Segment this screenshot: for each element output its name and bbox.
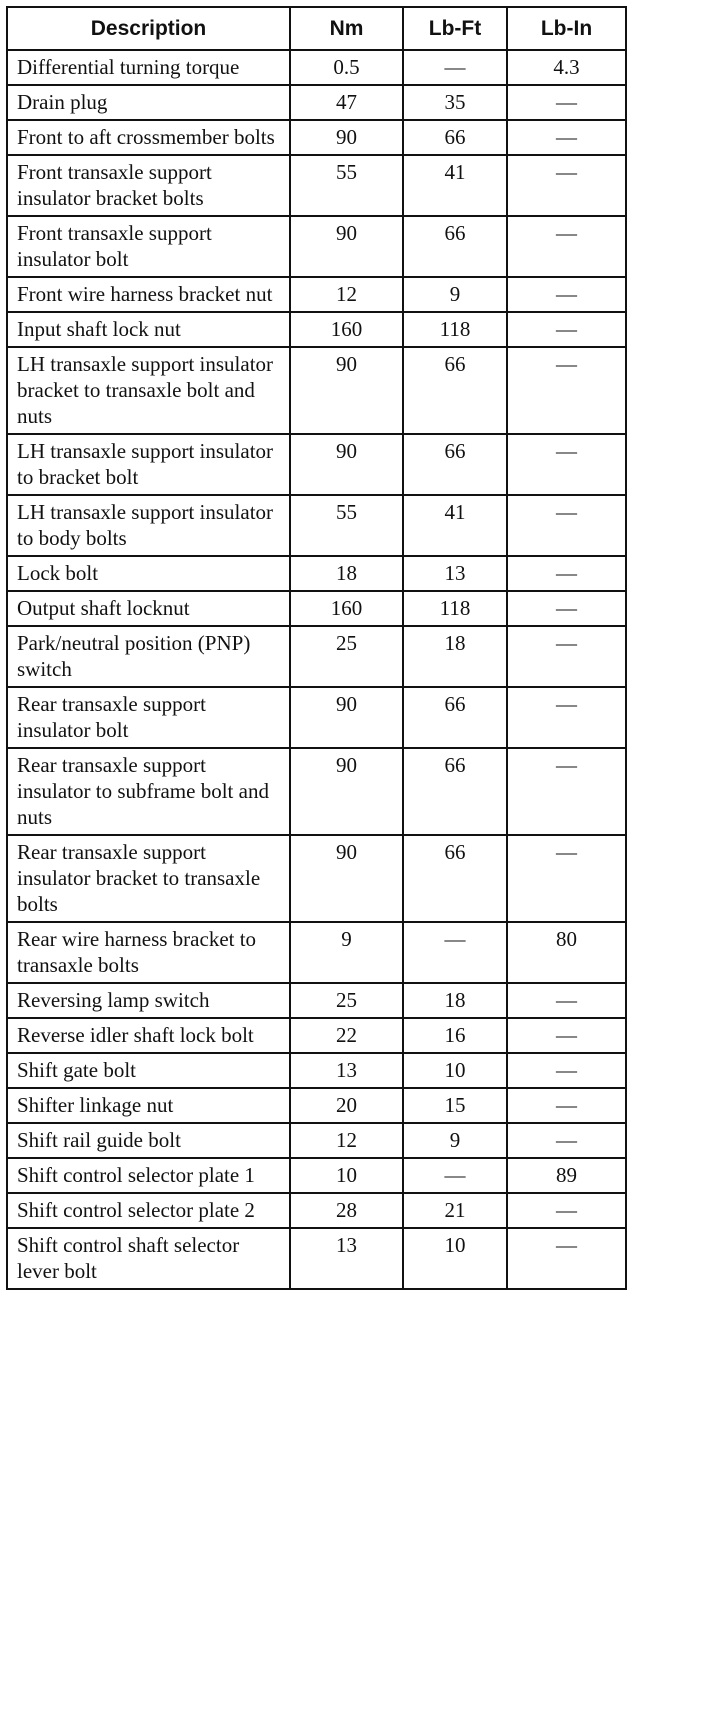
row-nm-value: 90	[290, 835, 403, 922]
row-lbft-value: 66	[403, 748, 507, 835]
row-description: Differential turning torque	[7, 50, 290, 85]
row-nm-value: 9	[290, 922, 403, 983]
row-description: Lock bolt	[7, 556, 290, 591]
table-row	[7, 216, 626, 277]
table-row	[7, 591, 626, 626]
row-nm-value: 13	[290, 1053, 403, 1088]
row-nm-value: 90	[290, 434, 403, 495]
row-lbin-value: —	[507, 626, 626, 687]
row-lbft-value: 9	[403, 1123, 507, 1158]
row-lbin-value: —	[507, 155, 626, 216]
row-lbin-value: —	[507, 591, 626, 626]
row-nm-value: 55	[290, 495, 403, 556]
row-description: Input shaft lock nut	[7, 312, 290, 347]
row-lbft-value: 66	[403, 347, 507, 434]
table-row	[7, 85, 626, 120]
table-row	[7, 1158, 626, 1193]
row-lbin-value: —	[507, 216, 626, 277]
table-row	[7, 556, 626, 591]
table-row	[7, 1228, 626, 1289]
row-description: LH transaxle support insulator to body bolts	[7, 495, 290, 556]
table-row	[7, 1123, 626, 1158]
row-description: Shifter linkage nut	[7, 1088, 290, 1123]
row-lbin-value: —	[507, 495, 626, 556]
row-lbft-value: 66	[403, 434, 507, 495]
row-lbin-value: —	[507, 1193, 626, 1228]
row-lbin-value: —	[507, 687, 626, 748]
table-row	[7, 277, 626, 312]
row-lbin-value: —	[507, 1018, 626, 1053]
row-description: Shift control selector plate 1	[7, 1158, 290, 1193]
row-nm-value: 47	[290, 85, 403, 120]
row-nm-value: 160	[290, 591, 403, 626]
row-description: Rear transaxle support insulator to subframe bolt and nuts	[7, 748, 290, 835]
row-lbft-value: 35	[403, 85, 507, 120]
table-row	[7, 312, 626, 347]
table-body	[7, 50, 626, 1289]
row-lbft-value: 41	[403, 495, 507, 556]
row-lbin-value: 89	[507, 1158, 626, 1193]
row-lbin-value: —	[507, 1053, 626, 1088]
row-lbft-value: 118	[403, 312, 507, 347]
table-row	[7, 1088, 626, 1123]
row-description: Output shaft locknut	[7, 591, 290, 626]
row-description: Drain plug	[7, 85, 290, 120]
row-lbft-value: 66	[403, 835, 507, 922]
row-lbin-value: —	[507, 277, 626, 312]
row-description: Shift control selector plate 2	[7, 1193, 290, 1228]
row-nm-value: 18	[290, 556, 403, 591]
row-description: Front transaxle support insulator bolt	[7, 216, 290, 277]
row-nm-value: 55	[290, 155, 403, 216]
table-row	[7, 626, 626, 687]
row-lbft-value: 9	[403, 277, 507, 312]
row-nm-value: 20	[290, 1088, 403, 1123]
row-description: Shift gate bolt	[7, 1053, 290, 1088]
header-nm: Nm	[290, 7, 403, 50]
header-lbin: Lb-In	[507, 7, 626, 50]
row-lbft-value: 13	[403, 556, 507, 591]
row-nm-value: 25	[290, 626, 403, 687]
row-description: Shift control shaft selector lever bolt	[7, 1228, 290, 1289]
row-lbft-value: 10	[403, 1053, 507, 1088]
row-description: Rear transaxle support insulator bolt	[7, 687, 290, 748]
row-lbin-value: —	[507, 983, 626, 1018]
row-lbin-value: —	[507, 347, 626, 434]
row-lbft-value: —	[403, 50, 507, 85]
row-description: Front to aft crossmember bolts	[7, 120, 290, 155]
row-description: Reverse idler shaft lock bolt	[7, 1018, 290, 1053]
row-lbft-value: —	[403, 1158, 507, 1193]
row-lbin-value: —	[507, 1228, 626, 1289]
row-description: Park/neutral position (PNP) switch	[7, 626, 290, 687]
row-lbin-value: 4.3	[507, 50, 626, 85]
table-row	[7, 495, 626, 556]
row-lbin-value: —	[507, 312, 626, 347]
table-row	[7, 687, 626, 748]
row-lbft-value: 66	[403, 687, 507, 748]
table-row	[7, 1018, 626, 1053]
row-description: Rear wire harness bracket to transaxle bolts	[7, 922, 290, 983]
row-nm-value: 22	[290, 1018, 403, 1053]
row-nm-value: 25	[290, 983, 403, 1018]
table-row	[7, 1053, 626, 1088]
row-description: LH transaxle support insulator bracket to transaxle bolt and nuts	[7, 347, 290, 434]
table-row	[7, 434, 626, 495]
table-header-row	[7, 7, 626, 50]
row-lbft-value: 10	[403, 1228, 507, 1289]
row-description: Rear transaxle support insulator bracket to transaxle bolts	[7, 835, 290, 922]
row-description: Reversing lamp switch	[7, 983, 290, 1018]
row-lbin-value: —	[507, 434, 626, 495]
row-lbft-value: 66	[403, 120, 507, 155]
row-lbft-value: 21	[403, 1193, 507, 1228]
row-description: Front wire harness bracket nut	[7, 277, 290, 312]
torque-specifications-table	[6, 6, 627, 1290]
row-lbin-value: —	[507, 1123, 626, 1158]
table-row	[7, 120, 626, 155]
row-lbft-value: 41	[403, 155, 507, 216]
row-lbft-value: 66	[403, 216, 507, 277]
row-nm-value: 90	[290, 687, 403, 748]
row-lbft-value: —	[403, 922, 507, 983]
row-lbin-value: —	[507, 120, 626, 155]
row-description: Shift rail guide bolt	[7, 1123, 290, 1158]
table-row	[7, 748, 626, 835]
row-nm-value: 90	[290, 216, 403, 277]
row-lbft-value: 15	[403, 1088, 507, 1123]
header-lbft: Lb-Ft	[403, 7, 507, 50]
row-nm-value: 12	[290, 1123, 403, 1158]
row-description: Front transaxle support insulator bracket bolts	[7, 155, 290, 216]
row-nm-value: 90	[290, 347, 403, 434]
table-row	[7, 835, 626, 922]
row-lbft-value: 18	[403, 626, 507, 687]
row-lbin-value: —	[507, 85, 626, 120]
row-lbft-value: 18	[403, 983, 507, 1018]
table-row	[7, 983, 626, 1018]
table-row	[7, 50, 626, 85]
row-description: LH transaxle support insulator to bracket bolt	[7, 434, 290, 495]
row-nm-value: 13	[290, 1228, 403, 1289]
row-lbft-value: 16	[403, 1018, 507, 1053]
row-lbft-value: 118	[403, 591, 507, 626]
table-row	[7, 922, 626, 983]
table-row	[7, 347, 626, 434]
row-lbin-value: —	[507, 556, 626, 591]
row-lbin-value: 80	[507, 922, 626, 983]
table-row	[7, 155, 626, 216]
row-lbin-value: —	[507, 835, 626, 922]
row-nm-value: 90	[290, 120, 403, 155]
table-row	[7, 1193, 626, 1228]
row-nm-value: 0.5	[290, 50, 403, 85]
row-lbin-value: —	[507, 1088, 626, 1123]
row-nm-value: 160	[290, 312, 403, 347]
row-lbin-value: —	[507, 748, 626, 835]
row-nm-value: 12	[290, 277, 403, 312]
header-description: Description	[7, 7, 290, 50]
row-nm-value: 90	[290, 748, 403, 835]
row-nm-value: 28	[290, 1193, 403, 1228]
row-nm-value: 10	[290, 1158, 403, 1193]
